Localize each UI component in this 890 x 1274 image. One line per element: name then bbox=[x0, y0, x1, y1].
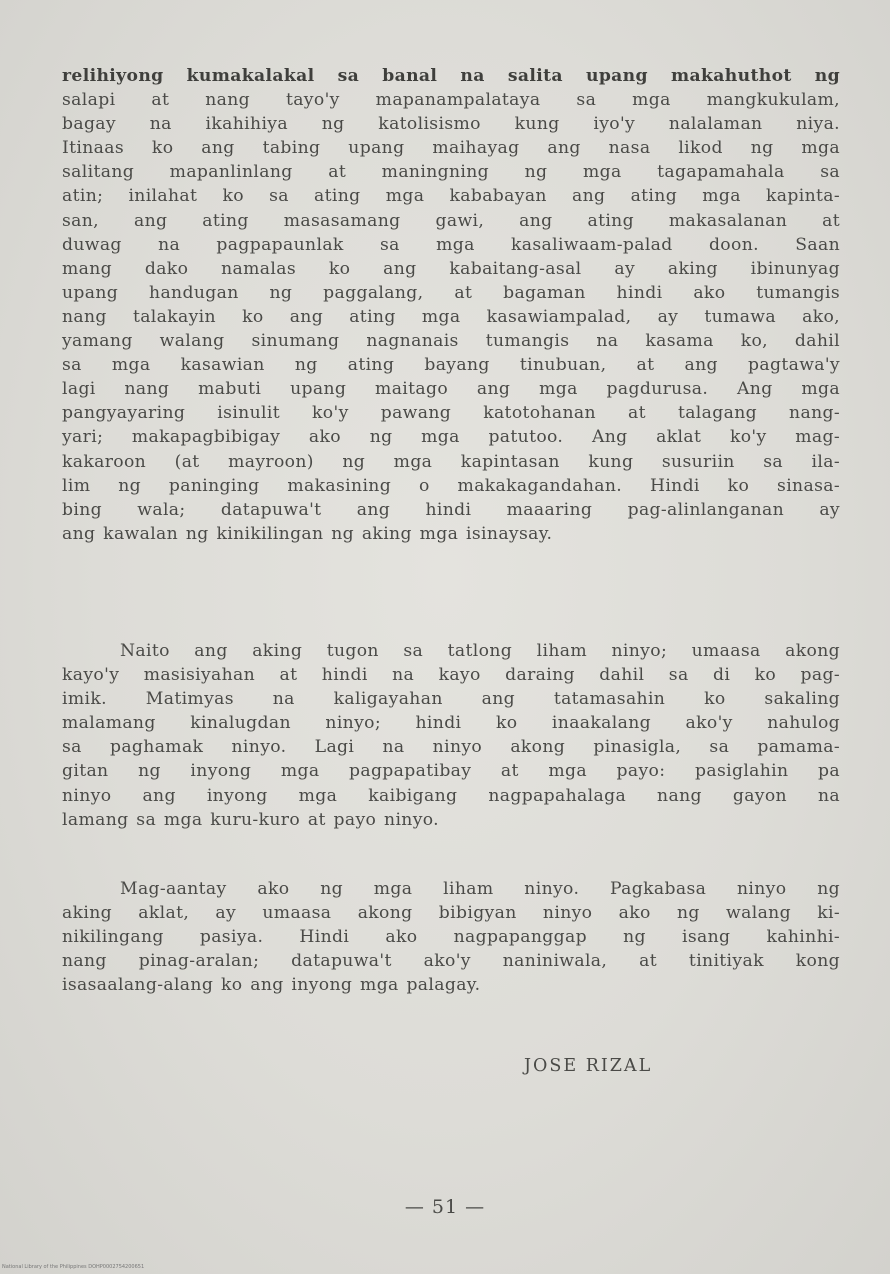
text-line: lagi nang mabuti upang maitago ang mga pagdurusa. Ang mga bbox=[62, 379, 840, 400]
text-line: lim ng paninging makasining o makakagandahan. Hindi ko sinasa- bbox=[62, 475, 840, 496]
text-line: ang kawalan ng kinikilingan ng aking mga isinaysay. bbox=[62, 523, 553, 544]
text-line: salitang mapanlinlang at maningning ng mga tagapamahala sa bbox=[62, 162, 840, 183]
text-line: yamang walang sinumang nagnanais tumangis na kasama ko, dahil bbox=[62, 331, 840, 352]
page-number: — 51 — bbox=[404, 1196, 486, 1218]
text-line: nang pinag-aralan; datapuwa't ako'y naniniwala, at tinitiyak kong bbox=[62, 951, 840, 972]
text-line: Itinaas ko ang tabing upang maihayag ang nasa likod ng mga bbox=[62, 138, 840, 159]
text-line: nikilingang pasiya. Hindi ako nagpapanggap ng isang kahinhi- bbox=[62, 927, 840, 948]
text-line: relihiyong kumakalakal sa banal na salita upang makahuthot ng bbox=[62, 66, 840, 86]
paragraph-2 bbox=[62, 639, 840, 832]
text-line: atin; inilahat ko sa ating mga kababayan ang ating mga kapinta- bbox=[62, 186, 840, 207]
text-line: kakaroon (at mayroon) ng mga kapintasan kung susuriin sa ila- bbox=[62, 451, 840, 472]
text-line: sa mga kasawian ng ating bayang tinubuan, at ang pagtawa'y bbox=[62, 355, 840, 376]
text-line: aking aklat, ay umaasa akong bibigyan ninyo ako ng walang ki- bbox=[62, 903, 840, 924]
text-line: bing wala; datapuwa't ang hindi maaaring pag-alinlanganan ay bbox=[62, 499, 840, 520]
text-line: mang dako namalas ko ang kabaitang-asal ay aking ibinunyag bbox=[62, 258, 840, 279]
text-line: Mag-aantay ako ng mga liham ninyo. Pagkabasa ninyo ng bbox=[120, 879, 840, 899]
text-line: salapi at nang tayo'y mapanampalataya sa mga mangkukulam, bbox=[62, 90, 840, 111]
paragraph-1 bbox=[62, 64, 840, 546]
footer-credit: National Library of the Philippines DOHP0002754200651 bbox=[2, 1264, 145, 1270]
text-line: bagay na ikahihiya ng katolisismo kung iyo'y nalalaman niya. bbox=[62, 114, 840, 135]
text-line: pangyayaring isinulit ko'y pawang katotohanan at talagang nang- bbox=[62, 403, 840, 424]
text-line: kayo'y masisiyahan at hindi na kayo daraing dahil sa di ko pag- bbox=[62, 665, 840, 686]
text-line: san, ang ating masasamang gawi, ang ating makasalanan at bbox=[62, 210, 840, 231]
text-line: duwag na pagpapaunlak sa mga kasaliwaam-palad doon. Saan bbox=[62, 234, 840, 255]
text-line: sa paghamak ninyo. Lagi na ninyo akong pinasigla, sa pamama- bbox=[62, 737, 840, 758]
text-line: Naito ang aking tugon sa tatlong liham ninyo; umaasa akong bbox=[120, 641, 840, 661]
paragraph-3 bbox=[62, 877, 840, 997]
text-line: yari; makapagbibigay ako ng mga patutoo. Ang aklat ko'y mag- bbox=[62, 427, 840, 448]
text-line: gitan ng inyong mga pagpapatibay at mga payo: pasiglahin pa bbox=[62, 761, 840, 782]
signature: JOSE RIZAL bbox=[524, 1056, 653, 1076]
text-line: lamang sa mga kuru-kuro at payo ninyo. bbox=[62, 809, 439, 830]
text-line: upang handugan ng paggalang, at bagaman hindi ako tumangis bbox=[62, 282, 840, 303]
text-line: isasaalang-alang ko ang inyong mga palagay. bbox=[62, 975, 481, 996]
text-line: nang talakayin ko ang ating mga kasawiampalad, ay tumawa ako, bbox=[62, 306, 840, 327]
text-line: imik. Matimyas na kaligayahan ang tatamasahin ko sakaling bbox=[62, 689, 840, 710]
text-line: ninyo ang inyong mga kaibigang nagpapahalaga nang gayon na bbox=[62, 785, 840, 806]
text-line: malamang kinalugdan ninyo; hindi ko inaakalang ako'y nahulog bbox=[62, 713, 840, 734]
